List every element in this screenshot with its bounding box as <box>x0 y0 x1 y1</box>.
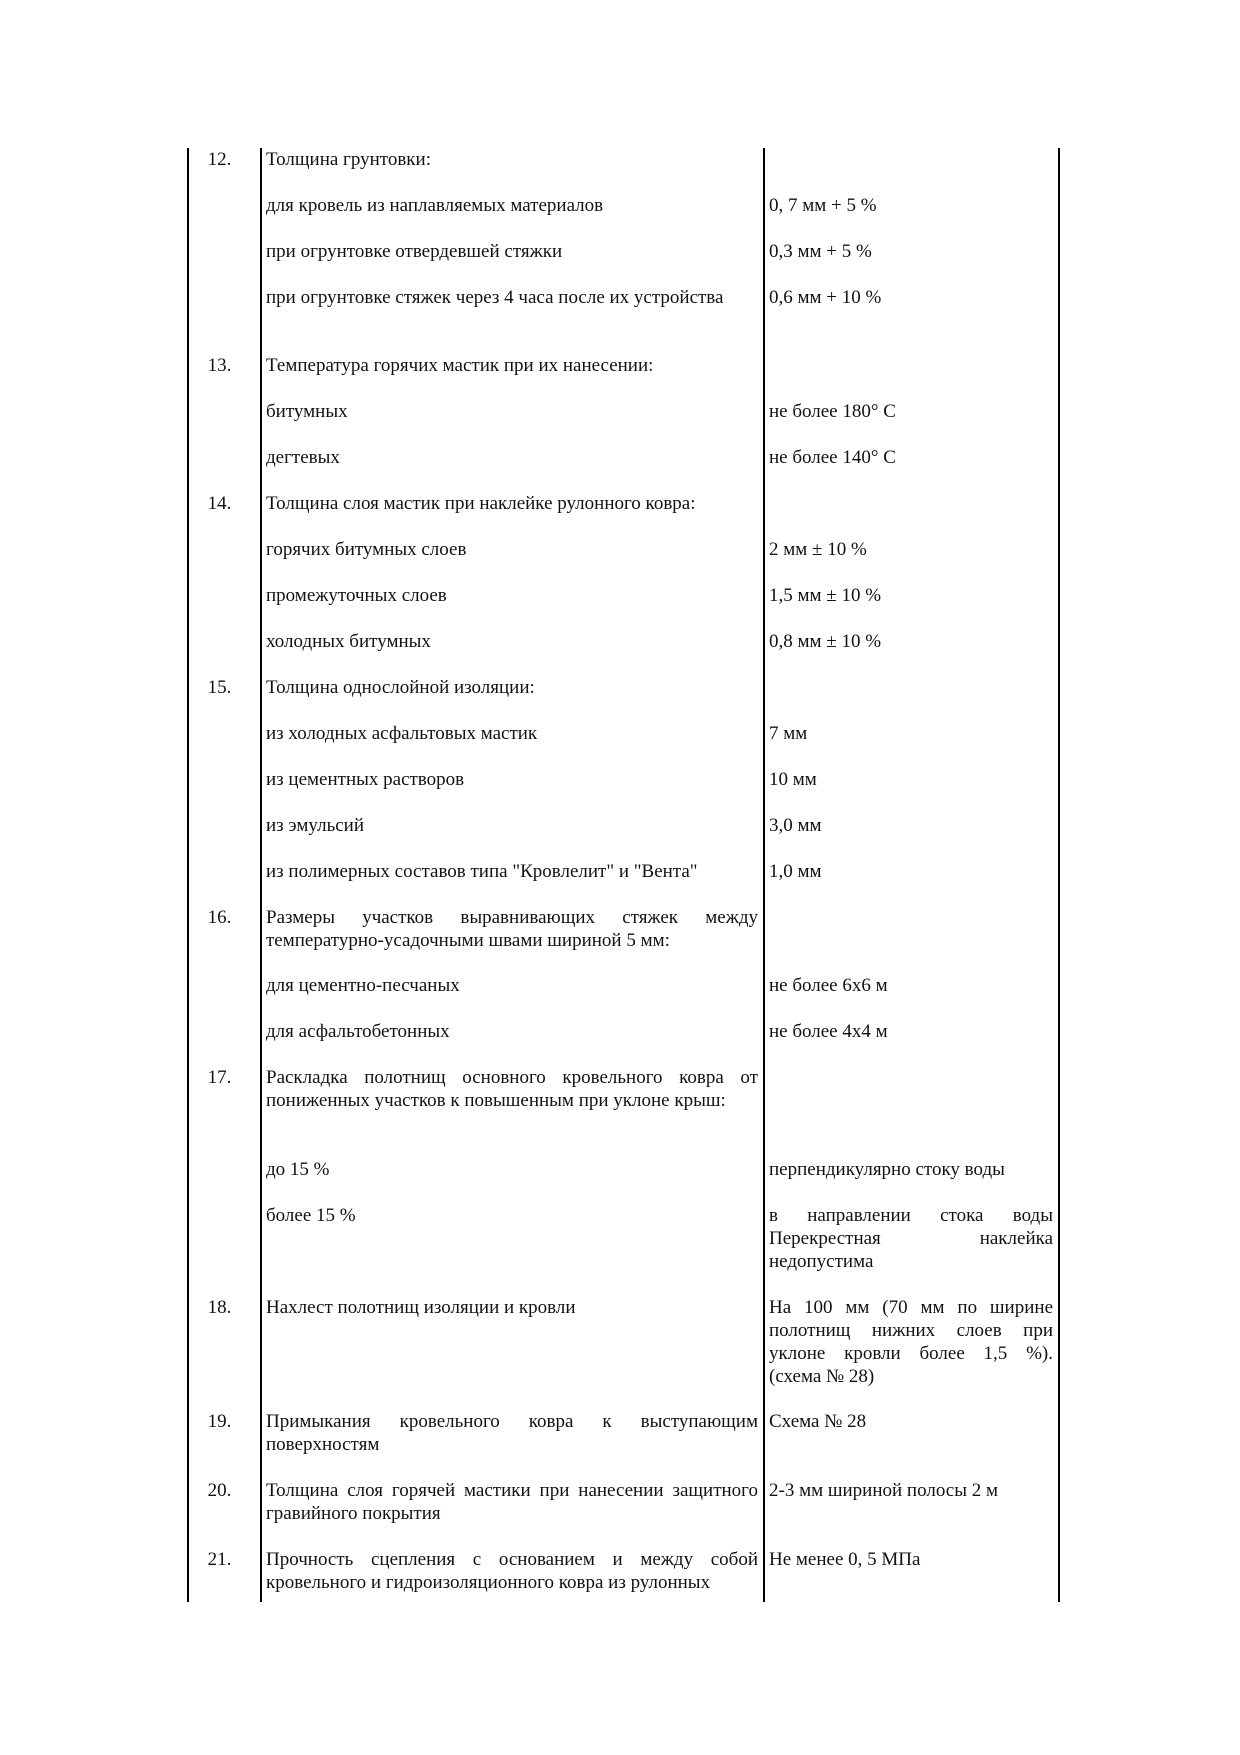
row-value: Схема № 28 <box>769 1411 867 1432</box>
row-value: 1,5 мм ± 10 % <box>769 585 882 606</box>
row-description: промежуточных слоев <box>266 585 447 606</box>
table-column-divider-1 <box>260 148 262 1602</box>
row-description: Примыкания кровельного ковра к выступающим поверхностям <box>266 1411 758 1455</box>
table-border-right <box>1058 148 1060 1602</box>
row-value: не более 180° С <box>769 401 896 422</box>
row-description: холодных битумных <box>266 631 431 652</box>
row-number: 19. <box>207 1411 232 1432</box>
table-column-divider-2 <box>763 148 765 1602</box>
row-value: не более 6х6 м <box>769 975 888 996</box>
row-value: 0,3 мм + 5 % <box>769 241 872 262</box>
row-value: 7 мм <box>769 723 808 744</box>
row-description: из холодных асфальтовых мастик <box>266 723 538 744</box>
row-description: Нахлест полотнищ изоляции и кровли <box>266 1297 576 1318</box>
row-number: 16. <box>207 907 232 928</box>
row-description: Толщина слоя горячей мастики при нанесении защитного гравийного покрытия <box>266 1480 758 1524</box>
row-description: Толщина грунтовки: <box>266 149 431 170</box>
row-description: Толщина слоя мастик при наклейке рулонного ковра: <box>266 493 696 514</box>
row-number: 21. <box>207 1549 232 1570</box>
row-value: перпендикулярно стоку воды <box>769 1159 1005 1180</box>
row-value: 0,6 мм + 10 % <box>769 287 882 308</box>
row-description: битумных <box>266 401 348 422</box>
row-description: дегтевых <box>266 447 340 468</box>
row-value: не более 140° С <box>769 447 896 468</box>
row-description: для кровель из наплавляемых материалов <box>266 195 604 216</box>
row-number: 14. <box>207 493 232 514</box>
row-number: 13. <box>207 355 232 376</box>
row-value: Не менее 0, 5 МПа <box>769 1549 921 1570</box>
row-description: из полимерных составов типа "Кровлелит" и "Вента" <box>266 861 698 882</box>
row-description: Раскладка полотнищ основного кровельного ковра от пониженных участков к повышенным при уклоне крыш: <box>266 1067 758 1111</box>
row-description: для асфальтобетонных <box>266 1021 450 1042</box>
row-description: при огрунтовке отвердевшей стяжки <box>266 241 563 262</box>
row-value: в направлении стока воды Перекрестная наклейка недопустима <box>769 1205 1053 1272</box>
row-description: до 15 % <box>266 1159 330 1180</box>
specification-table <box>187 148 1060 1602</box>
row-value: не более 4х4 м <box>769 1021 888 1042</box>
row-description: более 15 % <box>266 1205 356 1226</box>
row-number: 18. <box>207 1297 232 1318</box>
row-value: 0, 7 мм + 5 % <box>769 195 877 216</box>
row-description: для цементно-песчаных <box>266 975 460 996</box>
row-description: Температура горячих мастик при их нанесении: <box>266 355 654 376</box>
row-number: 12. <box>207 149 232 170</box>
row-number: 20. <box>207 1480 232 1501</box>
row-value: 3,0 мм <box>769 815 822 836</box>
row-value: 2 мм ± 10 % <box>769 539 867 560</box>
row-description: Размеры участков выравнивающих стяжек между температурно-усадочными швами шириной 5 мм: <box>266 907 758 951</box>
row-description: из эмульсий <box>266 815 365 836</box>
row-value: 0,8 мм ± 10 % <box>769 631 882 652</box>
row-description: при огрунтовке стяжек через 4 часа после их устройства <box>266 287 724 308</box>
row-value: 1,0 мм <box>769 861 822 882</box>
row-description: Толщина однослойной изоляции: <box>266 677 535 698</box>
row-description: горячих битумных слоев <box>266 539 467 560</box>
row-value: 2-3 мм шириной полосы 2 м <box>769 1480 999 1501</box>
row-description: Прочность сцепления с основанием и между собой кровельного и гидроизоляционного ковра из рулонных <box>266 1549 758 1593</box>
row-number: 17. <box>207 1067 232 1088</box>
row-description: из цементных растворов <box>266 769 465 790</box>
row-number: 15. <box>207 677 232 698</box>
row-value: 10 мм <box>769 769 817 790</box>
row-value: На 100 мм (70 мм по ширине полотнищ нижних слоев при уклоне кровли более 1,5 %). (схема № 28) <box>769 1297 1053 1387</box>
